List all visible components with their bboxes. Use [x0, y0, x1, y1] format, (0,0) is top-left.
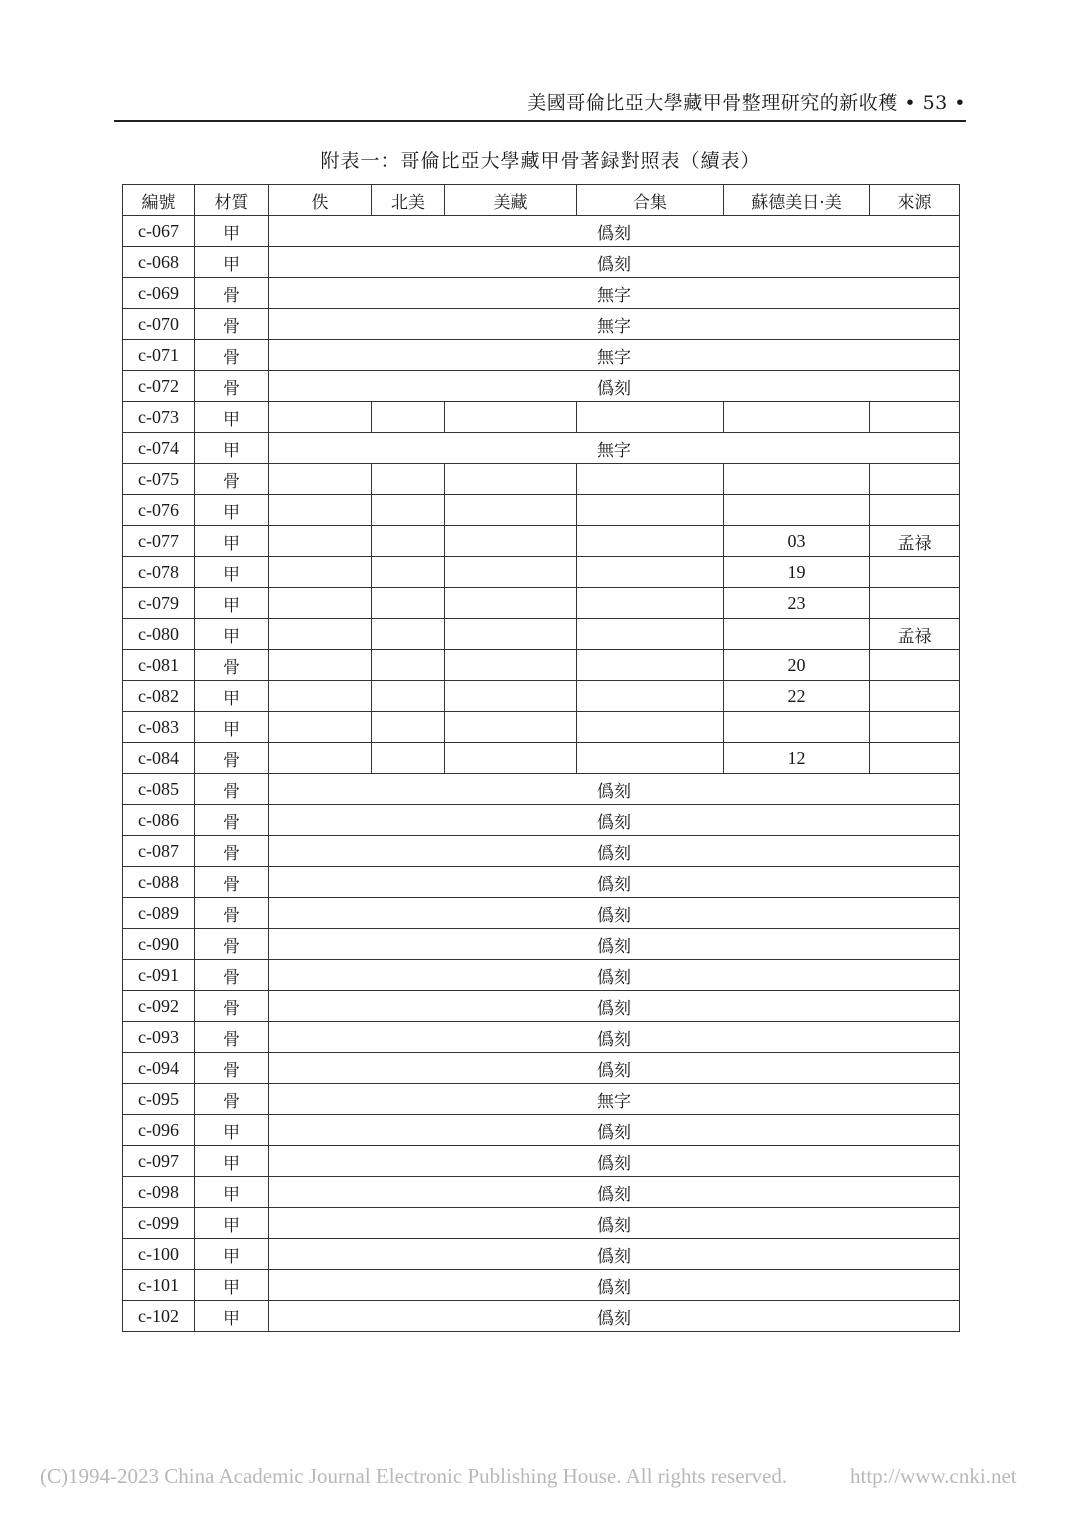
- table-row: [123, 1270, 960, 1301]
- row-beimei: [372, 681, 445, 712]
- row-heji: [577, 495, 724, 526]
- row-note: 僞刻: [269, 991, 960, 1022]
- row-source: [870, 495, 960, 526]
- row-id: c-088: [123, 867, 195, 898]
- row-source: [870, 681, 960, 712]
- table-row: [123, 1022, 960, 1053]
- row-material: 骨: [195, 1084, 269, 1115]
- row-note: 僞刻: [269, 1053, 960, 1084]
- row-material: 甲: [195, 681, 269, 712]
- row-id: c-080: [123, 619, 195, 650]
- running-head: 美國哥倫比亞大學藏甲骨整理研究的新收穫 • 53 •: [527, 92, 966, 114]
- row-heji: [577, 743, 724, 774]
- row-meicang: [445, 619, 577, 650]
- row-note: 僞刻: [269, 216, 960, 247]
- row-heji: [577, 402, 724, 433]
- row-sude: [724, 495, 870, 526]
- row-material: 甲: [195, 619, 269, 650]
- row-id: c-077: [123, 526, 195, 557]
- row-beimei: [372, 650, 445, 681]
- row-id: c-100: [123, 1239, 195, 1270]
- row-id: c-087: [123, 836, 195, 867]
- row-source: [870, 712, 960, 743]
- footer-url: http://www.cnki.net: [850, 1464, 1017, 1488]
- table-body: [123, 216, 960, 1332]
- row-id: c-068: [123, 247, 195, 278]
- row-material: 骨: [195, 650, 269, 681]
- footer: [40, 1464, 1040, 1489]
- row-id: c-073: [123, 402, 195, 433]
- table-row: [123, 1084, 960, 1115]
- table-row: [123, 371, 960, 402]
- row-id: c-099: [123, 1208, 195, 1239]
- row-meicang: [445, 495, 577, 526]
- row-source: [870, 588, 960, 619]
- row-sude: [724, 464, 870, 495]
- row-id: c-076: [123, 495, 195, 526]
- row-heji: [577, 526, 724, 557]
- row-id: c-098: [123, 1177, 195, 1208]
- table-row: [123, 650, 960, 681]
- table-row: [123, 433, 960, 464]
- table-row: [123, 619, 960, 650]
- row-note: 僞刻: [269, 1301, 960, 1332]
- table-header-row: [123, 185, 960, 216]
- table-row: [123, 1177, 960, 1208]
- row-id: c-071: [123, 340, 195, 371]
- table-row: [123, 1301, 960, 1332]
- row-material: 甲: [195, 1208, 269, 1239]
- row-id: c-069: [123, 278, 195, 309]
- row-sude: [724, 619, 870, 650]
- row-source: [870, 650, 960, 681]
- row-note: 僞刻: [269, 898, 960, 929]
- row-material: 甲: [195, 495, 269, 526]
- row-note: 無字: [269, 278, 960, 309]
- row-heji: [577, 681, 724, 712]
- row-source: [870, 402, 960, 433]
- row-id: c-070: [123, 309, 195, 340]
- row-material: 骨: [195, 278, 269, 309]
- row-sude: 23: [724, 588, 870, 619]
- row-id: c-097: [123, 1146, 195, 1177]
- row-material: 甲: [195, 588, 269, 619]
- table-caption: 附表一：哥倫比亞大學藏甲骨著録對照表（續表）: [320, 150, 761, 172]
- row-material: 骨: [195, 929, 269, 960]
- col-header-id: 編號: [123, 185, 195, 216]
- row-note: 僞刻: [269, 836, 960, 867]
- row-meicang: [445, 650, 577, 681]
- row-material: 骨: [195, 805, 269, 836]
- row-id: c-082: [123, 681, 195, 712]
- row-material: 骨: [195, 1022, 269, 1053]
- table-row: [123, 1239, 960, 1270]
- table-row: [123, 526, 960, 557]
- row-material: 骨: [195, 743, 269, 774]
- row-beimei: [372, 588, 445, 619]
- row-note: 僞刻: [269, 371, 960, 402]
- row-note: 僞刻: [269, 247, 960, 278]
- row-material: 骨: [195, 898, 269, 929]
- table-row: [123, 991, 960, 1022]
- table-row: [123, 743, 960, 774]
- row-material: 甲: [195, 1177, 269, 1208]
- row-note: 僞刻: [269, 1177, 960, 1208]
- table-row: [123, 216, 960, 247]
- col-header-meicang: 美藏: [445, 185, 577, 216]
- row-note: 僞刻: [269, 774, 960, 805]
- col-header-source: 來源: [870, 185, 960, 216]
- row-material: 骨: [195, 371, 269, 402]
- row-sude: [724, 712, 870, 743]
- row-sude: [724, 402, 870, 433]
- table-row: [123, 836, 960, 867]
- table-row: [123, 867, 960, 898]
- row-heji: [577, 619, 724, 650]
- row-note: 無字: [269, 433, 960, 464]
- row-beimei: [372, 743, 445, 774]
- row-source: 孟禄: [870, 619, 960, 650]
- table-row: [123, 712, 960, 743]
- row-note: 僞刻: [269, 867, 960, 898]
- table-row: [123, 1146, 960, 1177]
- table-row: [123, 588, 960, 619]
- row-source: [870, 464, 960, 495]
- row-heji: [577, 557, 724, 588]
- table-row: [123, 805, 960, 836]
- table-row: [123, 247, 960, 278]
- row-material: 骨: [195, 867, 269, 898]
- row-material: 甲: [195, 1270, 269, 1301]
- row-heji: [577, 712, 724, 743]
- row-id: c-072: [123, 371, 195, 402]
- table-row: [123, 774, 960, 805]
- row-id: c-086: [123, 805, 195, 836]
- row-material: 甲: [195, 216, 269, 247]
- row-note: 無字: [269, 340, 960, 371]
- row-yi: [269, 495, 372, 526]
- row-heji: [577, 464, 724, 495]
- row-id: c-067: [123, 216, 195, 247]
- table-row: [123, 681, 960, 712]
- row-material: 甲: [195, 557, 269, 588]
- row-note: 僞刻: [269, 1239, 960, 1270]
- row-material: 骨: [195, 774, 269, 805]
- row-source: [870, 743, 960, 774]
- row-beimei: [372, 619, 445, 650]
- table-row: [123, 464, 960, 495]
- row-meicang: [445, 743, 577, 774]
- row-meicang: [445, 681, 577, 712]
- row-note: 僞刻: [269, 805, 960, 836]
- row-id: c-083: [123, 712, 195, 743]
- row-note: 無字: [269, 1084, 960, 1115]
- copyright-notice: (C)1994-2023 China Academic Journal Electronic Publishing House. All rights reserved.: [40, 1464, 788, 1488]
- row-sude: 22: [724, 681, 870, 712]
- col-header-yi: 佚: [269, 185, 372, 216]
- table-row: [123, 402, 960, 433]
- row-meicang: [445, 588, 577, 619]
- row-id: c-095: [123, 1084, 195, 1115]
- row-yi: [269, 526, 372, 557]
- row-id: c-096: [123, 1115, 195, 1146]
- row-meicang: [445, 464, 577, 495]
- row-sude: 12: [724, 743, 870, 774]
- table-row: [123, 1053, 960, 1084]
- row-beimei: [372, 402, 445, 433]
- row-yi: [269, 681, 372, 712]
- row-note: 僞刻: [269, 1022, 960, 1053]
- row-beimei: [372, 712, 445, 743]
- row-material: 甲: [195, 1115, 269, 1146]
- row-heji: [577, 650, 724, 681]
- row-heji: [577, 588, 724, 619]
- row-meicang: [445, 526, 577, 557]
- row-material: 骨: [195, 464, 269, 495]
- col-header-heji: 合集: [577, 185, 724, 216]
- row-yi: [269, 464, 372, 495]
- table-row: [123, 278, 960, 309]
- row-id: c-090: [123, 929, 195, 960]
- row-beimei: [372, 464, 445, 495]
- row-id: c-094: [123, 1053, 195, 1084]
- row-yi: [269, 588, 372, 619]
- row-id: c-101: [123, 1270, 195, 1301]
- row-source: [870, 557, 960, 588]
- catalog-table: [122, 184, 960, 1332]
- row-meicang: [445, 712, 577, 743]
- row-id: c-074: [123, 433, 195, 464]
- row-id: c-093: [123, 1022, 195, 1053]
- row-id: c-075: [123, 464, 195, 495]
- row-material: 骨: [195, 340, 269, 371]
- row-beimei: [372, 526, 445, 557]
- table-row: [123, 340, 960, 371]
- row-yi: [269, 402, 372, 433]
- row-meicang: [445, 557, 577, 588]
- row-note: 僞刻: [269, 929, 960, 960]
- row-note: 僞刻: [269, 1146, 960, 1177]
- row-material: 甲: [195, 433, 269, 464]
- row-id: c-085: [123, 774, 195, 805]
- row-yi: [269, 650, 372, 681]
- row-note: 僞刻: [269, 1115, 960, 1146]
- col-header-sude: 蘇德美日·美: [724, 185, 870, 216]
- row-sude: 20: [724, 650, 870, 681]
- table-row: [123, 1115, 960, 1146]
- col-header-material: 材質: [195, 185, 269, 216]
- row-note: 僞刻: [269, 960, 960, 991]
- row-material: 甲: [195, 1239, 269, 1270]
- row-id: c-084: [123, 743, 195, 774]
- table-row: [123, 898, 960, 929]
- row-material: 骨: [195, 309, 269, 340]
- header-rule: [114, 120, 966, 122]
- row-note: 無字: [269, 309, 960, 340]
- row-yi: [269, 743, 372, 774]
- row-note: 僞刻: [269, 1270, 960, 1301]
- row-yi: [269, 619, 372, 650]
- row-material: 骨: [195, 991, 269, 1022]
- row-material: 骨: [195, 1053, 269, 1084]
- row-id: c-079: [123, 588, 195, 619]
- row-id: c-102: [123, 1301, 195, 1332]
- table-row: [123, 960, 960, 991]
- table-row: [123, 929, 960, 960]
- row-sude: 03: [724, 526, 870, 557]
- row-id: c-091: [123, 960, 195, 991]
- row-sude: 19: [724, 557, 870, 588]
- table-row: [123, 495, 960, 526]
- row-yi: [269, 712, 372, 743]
- row-id: c-081: [123, 650, 195, 681]
- row-material: 骨: [195, 960, 269, 991]
- row-material: 甲: [195, 402, 269, 433]
- row-id: c-078: [123, 557, 195, 588]
- row-material: 甲: [195, 712, 269, 743]
- row-material: 甲: [195, 247, 269, 278]
- row-id: c-092: [123, 991, 195, 1022]
- row-source: 孟禄: [870, 526, 960, 557]
- row-meicang: [445, 402, 577, 433]
- row-material: 甲: [195, 1301, 269, 1332]
- row-material: 甲: [195, 526, 269, 557]
- row-id: c-089: [123, 898, 195, 929]
- row-beimei: [372, 495, 445, 526]
- row-material: 甲: [195, 1146, 269, 1177]
- table-row: [123, 1208, 960, 1239]
- row-yi: [269, 557, 372, 588]
- row-material: 骨: [195, 836, 269, 867]
- col-header-beimei: 北美: [372, 185, 445, 216]
- row-beimei: [372, 557, 445, 588]
- table-row: [123, 309, 960, 340]
- row-note: 僞刻: [269, 1208, 960, 1239]
- table-row: [123, 557, 960, 588]
